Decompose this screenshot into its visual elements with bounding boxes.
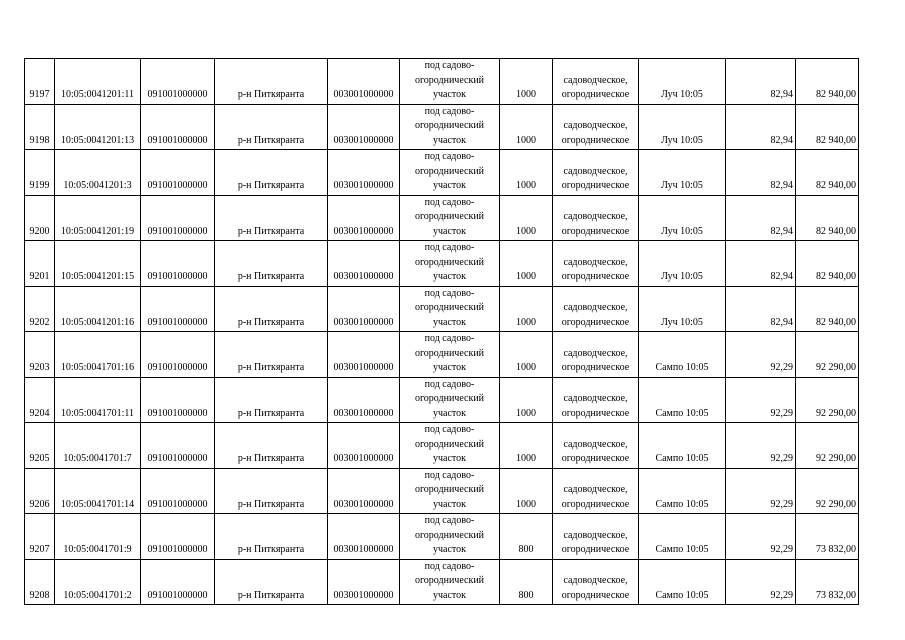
permitted-use-line: садоводческое, [563, 165, 628, 177]
cadastral-number-cell: 10:05:0041201:3 [55, 150, 141, 196]
permitted-use-line: садоводческое, [563, 302, 628, 313]
table-row [25, 150, 859, 196]
permitted-use-line: огородническое [561, 316, 630, 328]
cadastral-value-cell: 92 290,00 [796, 468, 859, 514]
table-row [25, 377, 859, 423]
locality-code-cell: 003001000000 [328, 150, 400, 196]
table-row [25, 332, 859, 378]
row-number-cell: 9206 [25, 468, 55, 514]
specific-value-cell: 82,94 [726, 286, 796, 332]
cadastral-value-cell: 82 940,00 [796, 241, 859, 287]
purpose-line: под садово- [424, 287, 475, 299]
valuation-zone-cell: Луч 10:05 [639, 195, 726, 241]
cadastral-value-cell: 73 832,00 [796, 559, 859, 605]
cadastral-number-cell: 10:05:0041701:7 [55, 423, 141, 469]
permitted-use-line: садоводческое, [563, 120, 628, 131]
table-row [25, 286, 859, 332]
cadastral-value-table [24, 58, 859, 605]
area-cell: 1000 [500, 195, 553, 241]
purpose-line: участок [432, 134, 466, 146]
permitted-use-cell [553, 332, 639, 378]
purpose-line: огороднический [414, 302, 485, 313]
table-row [25, 195, 859, 241]
table-row [25, 241, 859, 287]
purpose-line: огороднический [414, 393, 485, 404]
permitted-use-cell [553, 241, 639, 287]
okato-code-cell: 091001000000 [141, 468, 215, 514]
okato-code-cell: 091001000000 [141, 559, 215, 605]
permitted-use-line: огородническое [561, 134, 630, 146]
cadastral-number-cell: 10:05:0041201:15 [55, 241, 141, 287]
district-name-cell: р-н Питкяранта [215, 104, 328, 150]
cadastral-value-cell: 82 940,00 [796, 104, 859, 150]
specific-value-cell: 82,94 [726, 104, 796, 150]
purpose-line: участок [432, 498, 466, 510]
purpose-cell [400, 59, 500, 105]
purpose-cell [400, 195, 500, 241]
locality-code-cell: 003001000000 [328, 195, 400, 241]
area-cell: 1000 [500, 286, 553, 332]
purpose-line: огороднический [414, 438, 485, 450]
locality-code-cell: 003001000000 [328, 514, 400, 560]
row-number-cell: 9208 [25, 559, 55, 605]
district-name-cell: р-н Питкяранта [215, 195, 328, 241]
cadastral-value-cell: 92 290,00 [796, 332, 859, 378]
permitted-use-line: огородническое [561, 180, 630, 191]
table-row [25, 468, 859, 514]
purpose-cell [400, 241, 500, 287]
cadastral-value-cell: 82 940,00 [796, 286, 859, 332]
valuation-zone-cell: Сампо 10:05 [639, 332, 726, 378]
table-row [25, 104, 859, 150]
purpose-cell [400, 377, 500, 423]
okato-code-cell: 091001000000 [141, 104, 215, 150]
purpose-line: участок [432, 180, 466, 191]
specific-value-cell: 92,29 [726, 468, 796, 514]
permitted-use-line: садоводческое, [563, 529, 628, 541]
purpose-line: под садово- [424, 333, 475, 344]
locality-code-cell: 003001000000 [328, 332, 400, 378]
locality-code-cell: 003001000000 [328, 559, 400, 605]
locality-code-cell: 003001000000 [328, 468, 400, 514]
purpose-line: под садово- [424, 60, 475, 71]
okato-code-cell: 091001000000 [141, 423, 215, 469]
purpose-line: огороднический [414, 529, 485, 541]
purpose-line: участок [432, 271, 466, 282]
district-name-cell: р-н Питкяранта [215, 423, 328, 469]
purpose-cell [400, 423, 500, 469]
purpose-line: огороднический [414, 165, 485, 177]
valuation-zone-cell: Луч 10:05 [639, 241, 726, 287]
permitted-use-cell [553, 104, 639, 150]
specific-value-cell: 82,94 [726, 241, 796, 287]
permitted-use-line: садоводческое, [563, 438, 628, 450]
purpose-line: под садово- [424, 424, 475, 435]
cadastral-number-cell: 10:05:0041201:11 [55, 59, 141, 105]
purpose-line: под садово- [424, 151, 475, 162]
cadastral-number-cell: 10:05:0041701:14 [55, 468, 141, 514]
purpose-cell [400, 559, 500, 605]
locality-code-cell: 003001000000 [328, 423, 400, 469]
permitted-use-line: огородническое [561, 362, 630, 373]
purpose-line: под садово- [424, 469, 475, 481]
cadastral-value-cell: 92 290,00 [796, 377, 859, 423]
purpose-line: под садово- [424, 105, 475, 117]
purpose-cell [400, 150, 500, 196]
purpose-cell [400, 104, 500, 150]
cadastral-number-cell: 10:05:0041701:2 [55, 559, 141, 605]
district-name-cell: р-н Питкяранта [215, 377, 328, 423]
purpose-line: под садово- [424, 560, 475, 572]
okato-code-cell: 091001000000 [141, 332, 215, 378]
okato-code-cell: 091001000000 [141, 59, 215, 105]
permitted-use-line: садоводческое, [563, 393, 628, 404]
permitted-use-cell [553, 377, 639, 423]
purpose-cell [400, 514, 500, 560]
purpose-line: огороднический [414, 347, 485, 359]
table-row [25, 423, 859, 469]
cadastral-number-cell: 10:05:0041201:13 [55, 104, 141, 150]
permitted-use-line: садоводческое, [563, 74, 628, 86]
locality-code-cell: 003001000000 [328, 377, 400, 423]
permitted-use-cell [553, 468, 639, 514]
area-cell: 1000 [500, 332, 553, 378]
district-name-cell: р-н Питкяранта [215, 286, 328, 332]
district-name-cell: р-н Питкяранта [215, 150, 328, 196]
permitted-use-line: садоводческое, [563, 484, 628, 495]
district-name-cell: р-н Питкяранта [215, 332, 328, 378]
purpose-line: участок [432, 589, 466, 601]
permitted-use-line: огородническое [561, 225, 630, 237]
permitted-use-line: огородническое [561, 589, 630, 601]
permitted-use-line: садоводческое, [563, 256, 628, 268]
district-name-cell: р-н Питкяранта [215, 241, 328, 287]
row-number-cell: 9200 [25, 195, 55, 241]
row-number-cell: 9201 [25, 241, 55, 287]
locality-code-cell: 003001000000 [328, 104, 400, 150]
row-number-cell: 9203 [25, 332, 55, 378]
permitted-use-cell [553, 559, 639, 605]
purpose-line: участок [432, 407, 466, 419]
permitted-use-line: огородническое [561, 453, 630, 464]
area-cell: 1000 [500, 423, 553, 469]
cadastral-number-cell: 10:05:0041201:19 [55, 195, 141, 241]
cadastral-number-cell: 10:05:0041701:11 [55, 377, 141, 423]
purpose-cell [400, 332, 500, 378]
locality-code-cell: 003001000000 [328, 286, 400, 332]
specific-value-cell: 82,94 [726, 195, 796, 241]
cadastral-value-cell: 92 290,00 [796, 423, 859, 469]
permitted-use-cell [553, 59, 639, 105]
permitted-use-line: садоводческое, [563, 575, 628, 586]
row-number-cell: 9198 [25, 104, 55, 150]
area-cell: 1000 [500, 59, 553, 105]
table-body [25, 59, 859, 605]
area-cell: 1000 [500, 104, 553, 150]
cadastral-value-cell: 82 940,00 [796, 59, 859, 105]
valuation-zone-cell: Сампо 10:05 [639, 559, 726, 605]
okato-code-cell: 091001000000 [141, 241, 215, 287]
specific-value-cell: 92,29 [726, 514, 796, 560]
okato-code-cell: 091001000000 [141, 514, 215, 560]
district-name-cell: р-н Питкяранта [215, 559, 328, 605]
cadastral-value-cell: 82 940,00 [796, 195, 859, 241]
row-number-cell: 9205 [25, 423, 55, 469]
purpose-line: под садово- [424, 242, 475, 253]
area-cell: 800 [500, 559, 553, 605]
valuation-zone-cell: Сампо 10:05 [639, 423, 726, 469]
okato-code-cell: 091001000000 [141, 195, 215, 241]
purpose-line: огороднический [414, 120, 485, 131]
purpose-line: огороднический [414, 575, 485, 586]
specific-value-cell: 92,29 [726, 332, 796, 378]
specific-value-cell: 92,29 [726, 559, 796, 605]
purpose-line: под садово- [424, 196, 475, 208]
purpose-line: участок [432, 362, 466, 373]
okato-code-cell: 091001000000 [141, 377, 215, 423]
purpose-line: огороднический [414, 484, 485, 495]
purpose-line: под садово- [424, 378, 475, 390]
specific-value-cell: 92,29 [726, 377, 796, 423]
specific-value-cell: 82,94 [726, 59, 796, 105]
table-row [25, 559, 859, 605]
valuation-zone-cell: Луч 10:05 [639, 104, 726, 150]
valuation-zone-cell: Сампо 10:05 [639, 377, 726, 423]
purpose-line: участок [432, 225, 466, 237]
permitted-use-cell [553, 195, 639, 241]
permitted-use-line: огородническое [561, 498, 630, 510]
permitted-use-cell [553, 286, 639, 332]
district-name-cell: р-н Питкяранта [215, 59, 328, 105]
district-name-cell: р-н Питкяранта [215, 468, 328, 514]
cadastral-value-cell: 73 832,00 [796, 514, 859, 560]
permitted-use-line: огородническое [561, 89, 630, 100]
cadastral-number-cell: 10:05:0041701:9 [55, 514, 141, 560]
valuation-zone-cell: Луч 10:05 [639, 59, 726, 105]
purpose-cell [400, 468, 500, 514]
purpose-line: под садово- [424, 515, 475, 526]
specific-value-cell: 82,94 [726, 150, 796, 196]
district-name-cell: р-н Питкяранта [215, 514, 328, 560]
purpose-line: участок [432, 544, 466, 555]
purpose-line: участок [432, 89, 466, 100]
okato-code-cell: 091001000000 [141, 286, 215, 332]
locality-code-cell: 003001000000 [328, 59, 400, 105]
table-row [25, 514, 859, 560]
purpose-line: огороднический [414, 74, 485, 86]
purpose-line: огороднический [414, 211, 485, 222]
valuation-zone-cell: Сампо 10:05 [639, 468, 726, 514]
row-number-cell: 9207 [25, 514, 55, 560]
cadastral-number-cell: 10:05:0041201:16 [55, 286, 141, 332]
table-row [25, 59, 859, 105]
cadastral-value-cell: 82 940,00 [796, 150, 859, 196]
row-number-cell: 9199 [25, 150, 55, 196]
permitted-use-line: огородническое [561, 544, 630, 555]
valuation-zone-cell: Луч 10:05 [639, 286, 726, 332]
purpose-line: огороднический [414, 256, 485, 268]
row-number-cell: 9202 [25, 286, 55, 332]
permitted-use-line: огородническое [561, 271, 630, 282]
locality-code-cell: 003001000000 [328, 241, 400, 287]
valuation-zone-cell: Луч 10:05 [639, 150, 726, 196]
valuation-zone-cell: Сампо 10:05 [639, 514, 726, 560]
permitted-use-line: садоводческое, [563, 211, 628, 222]
area-cell: 1000 [500, 377, 553, 423]
cadastral-number-cell: 10:05:0041701:16 [55, 332, 141, 378]
purpose-cell [400, 286, 500, 332]
permitted-use-line: садоводческое, [563, 347, 628, 359]
permitted-use-line: огородническое [561, 407, 630, 419]
row-number-cell: 9197 [25, 59, 55, 105]
row-number-cell: 9204 [25, 377, 55, 423]
permitted-use-cell [553, 150, 639, 196]
area-cell: 1000 [500, 241, 553, 287]
specific-value-cell: 92,29 [726, 423, 796, 469]
area-cell: 1000 [500, 150, 553, 196]
area-cell: 1000 [500, 468, 553, 514]
area-cell: 800 [500, 514, 553, 560]
purpose-line: участок [432, 453, 466, 464]
permitted-use-cell [553, 514, 639, 560]
purpose-line: участок [432, 316, 466, 328]
permitted-use-cell [553, 423, 639, 469]
okato-code-cell: 091001000000 [141, 150, 215, 196]
